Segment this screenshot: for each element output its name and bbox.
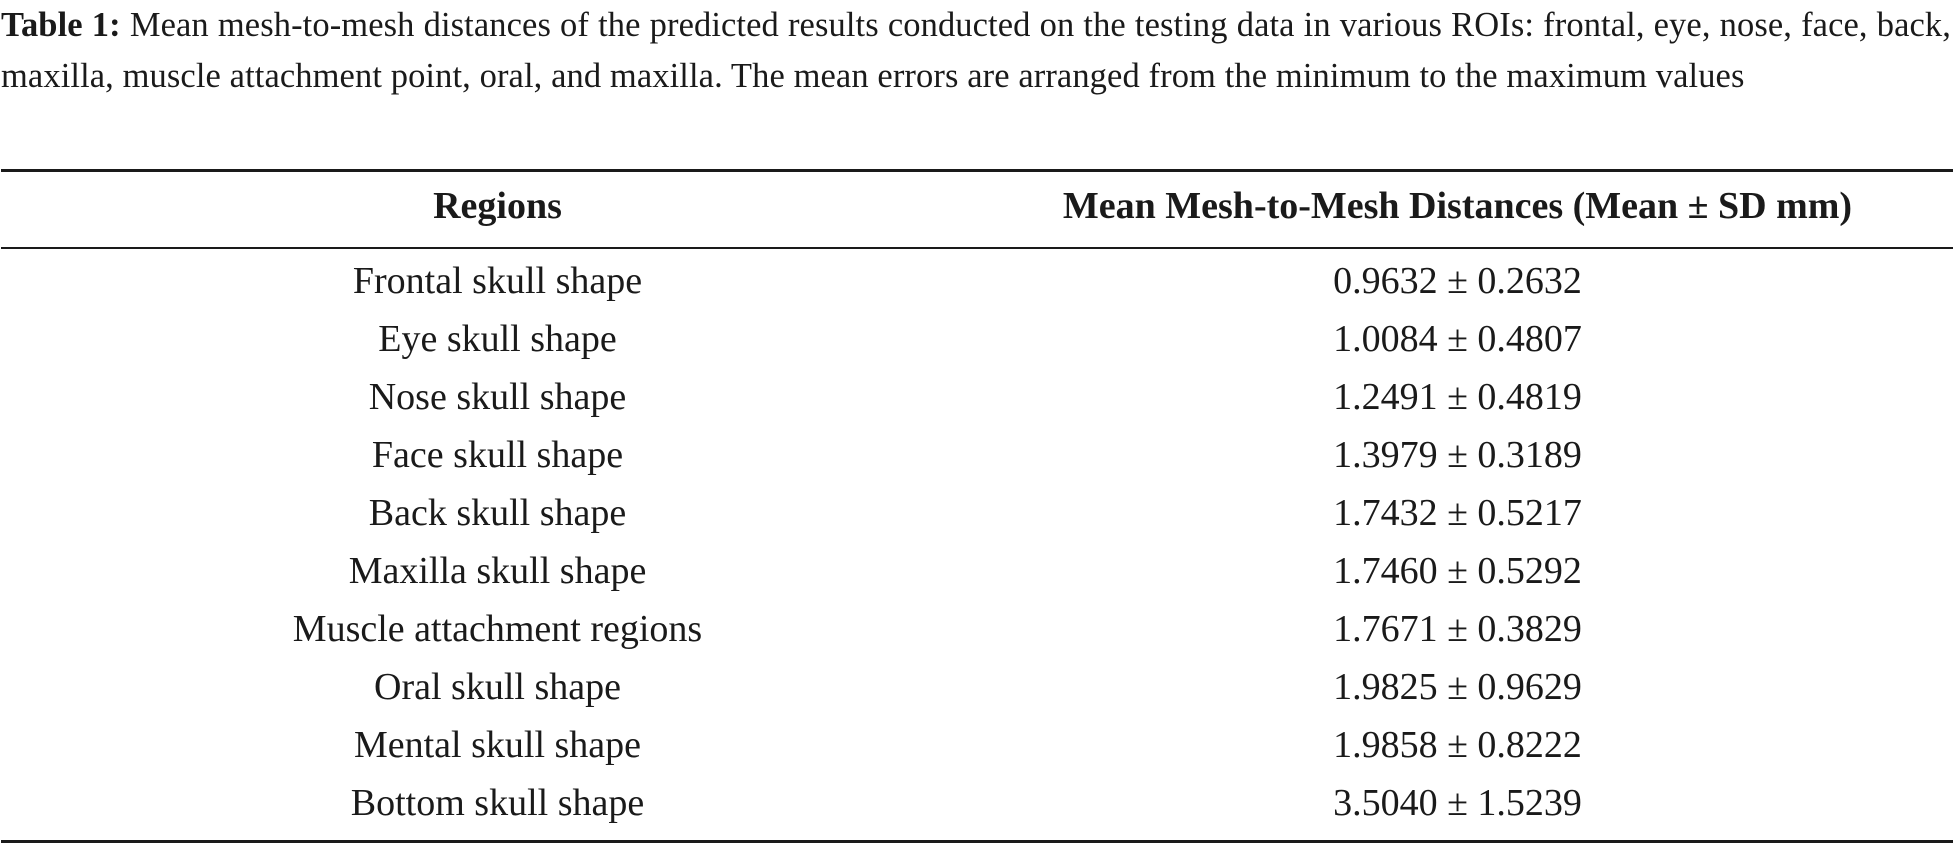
mean-cell: 1.2491 ± 0.4819: [1333, 376, 1582, 418]
table-row: [0, 658, 1955, 716]
table-header-rule: [1, 247, 1953, 249]
mean-cell: 0.9632 ± 0.2632: [1333, 260, 1582, 302]
table-row: [0, 252, 1955, 310]
region-cell: Mental skull shape: [353, 724, 642, 766]
table-row: [0, 542, 1955, 600]
table-row: [0, 716, 1955, 774]
table-top-rule: [1, 169, 1953, 172]
mean-cell: 1.7432 ± 0.5217: [1333, 492, 1582, 534]
table-row: [0, 484, 1955, 542]
table-row: [0, 600, 1955, 658]
region-cell: Frontal skull shape: [352, 260, 643, 302]
caption-text: Mean mesh-to-mesh distances of the predicted results conducted on the testing data in various ROIs: frontal, eye, nose, face, back, maxilla, muscle attachment point, oral, and maxilla. The mean errors are arranged from the minimum to the maximum values: [1, 6, 1951, 95]
region-cell: Maxilla skull shape: [348, 550, 647, 592]
region-cell: Face skull shape: [371, 434, 624, 476]
mean-cell: 1.0084 ± 0.4807: [1333, 318, 1582, 360]
table-caption: [1, 0, 1951, 102]
mean-cell: 1.7460 ± 0.5292: [1333, 550, 1582, 592]
table-row: [0, 426, 1955, 484]
caption-label: Table 1:: [1, 6, 121, 44]
table-row: [0, 368, 1955, 426]
mean-cell: 1.7671 ± 0.3829: [1333, 608, 1582, 650]
mean-cell: 1.9858 ± 0.8222: [1333, 724, 1582, 766]
region-cell: Nose skull shape: [368, 376, 627, 418]
mean-cell: 1.3979 ± 0.3189: [1333, 434, 1582, 476]
region-cell: Bottom skull shape: [350, 782, 645, 824]
table-header-row: [0, 177, 1955, 235]
region-cell: Back skull shape: [368, 492, 627, 534]
header-mean-distance: Mean Mesh-to-Mesh Distances (Mean ± SD mm): [1062, 185, 1853, 227]
table-row: [0, 310, 1955, 368]
header-regions: Regions: [433, 185, 562, 227]
table-bottom-rule: [1, 840, 1953, 843]
mean-cell: 1.9825 ± 0.9629: [1333, 666, 1582, 708]
mean-cell: 3.5040 ± 1.5239: [1333, 782, 1582, 824]
region-cell: Oral skull shape: [374, 666, 621, 708]
region-cell: Muscle attachment regions: [292, 608, 703, 650]
region-cell: Eye skull shape: [378, 318, 617, 360]
table-row: [0, 774, 1955, 832]
